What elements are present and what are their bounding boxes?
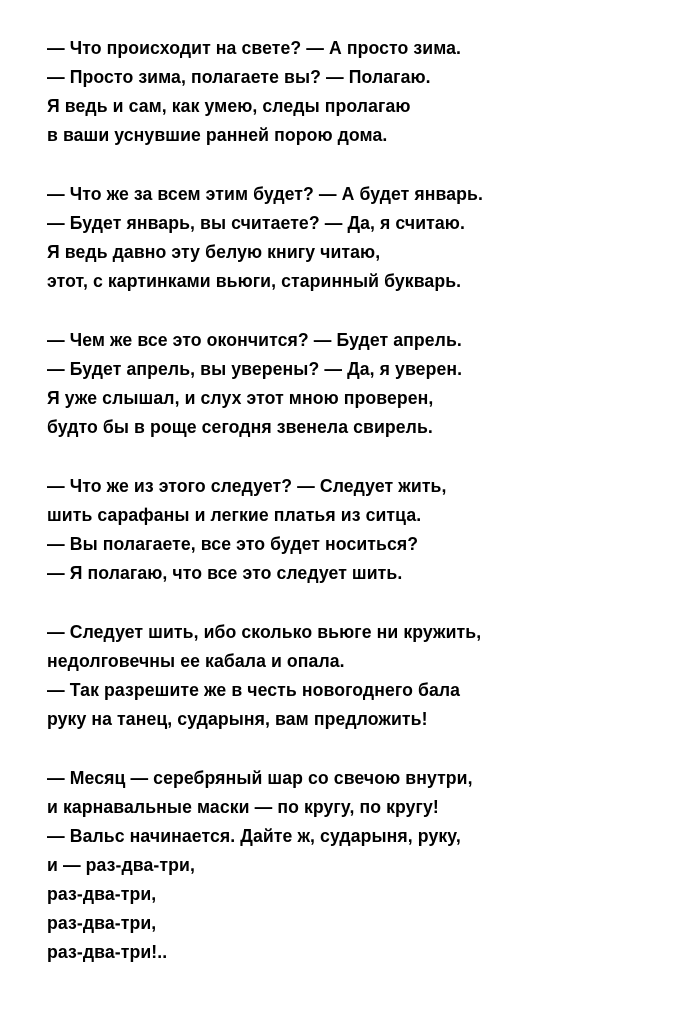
stanza-5 — [47, 618, 667, 734]
poem-line: будто бы в роще сегодня звенела свирель. — [47, 417, 433, 437]
poem-line: раз-два-три, — [47, 913, 157, 933]
poem-line: — Просто зима, полагаете вы? — Полагаю. — [47, 67, 431, 87]
poem-line: раз-два-три!.. — [47, 942, 168, 962]
poem-line: — Что происходит на свете? — А просто зима. — [47, 38, 462, 58]
stanza-3 — [47, 326, 667, 442]
poem-line: — Вальс начинается. Дайте ж, сударыня, руку, — [47, 826, 461, 846]
poem-line: — Месяц — серебряный шар со свечою внутри, — [47, 768, 473, 788]
poem-line: в ваши уснувшие ранней порою дома. — [47, 125, 388, 145]
poem-line: шить сарафаны и легкие платья из ситца. — [47, 505, 422, 525]
stanza-2 — [47, 180, 667, 296]
poem-line: — Будет январь, вы считаете? — Да, я считаю. — [47, 213, 465, 233]
poem-line: и карнавальные маски — по кругу, по кругу! — [47, 797, 439, 817]
poem-line: — Будет апрель, вы уверены? — Да, я уверен. — [47, 359, 463, 379]
poem-line: недолговечны ее кабала и опала. — [47, 651, 345, 671]
poem-line: — Что же из этого следует? — Следует жить, — [47, 476, 447, 496]
stanza-6 — [47, 764, 667, 967]
poem-line: — Так разрешите же в честь новогоднего бала — [47, 680, 461, 700]
poem-line: руку на танец, сударыня, вам предложить! — [47, 709, 428, 729]
stanza-4 — [47, 472, 667, 588]
poem-line: — Что же за всем этим будет? — А будет январь. — [47, 184, 483, 204]
poem-line: и — раз-два-три, — [47, 855, 195, 875]
poem-line: раз-два-три, — [47, 884, 157, 904]
poem-line: — Чем же все это окончится? — Будет апрель. — [47, 330, 462, 350]
poem-line: этот, с картинками вьюги, старинный букварь. — [47, 271, 462, 291]
poem-text — [47, 34, 667, 997]
poem-line: Я ведь давно эту белую книгу читаю, — [47, 242, 381, 262]
stanza-1 — [47, 34, 667, 150]
poem-line: Я уже слышал, и слух этот мною проверен, — [47, 388, 434, 408]
poem-line: Я ведь и сам, как умею, следы пролагаю — [47, 96, 411, 116]
poem-line: — Следует шить, ибо сколько вьюге ни кружить, — [47, 622, 482, 642]
poem-line: — Я полагаю, что все это следует шить. — [47, 563, 403, 583]
poem-line: — Вы полагаете, все это будет носиться? — [47, 534, 419, 554]
